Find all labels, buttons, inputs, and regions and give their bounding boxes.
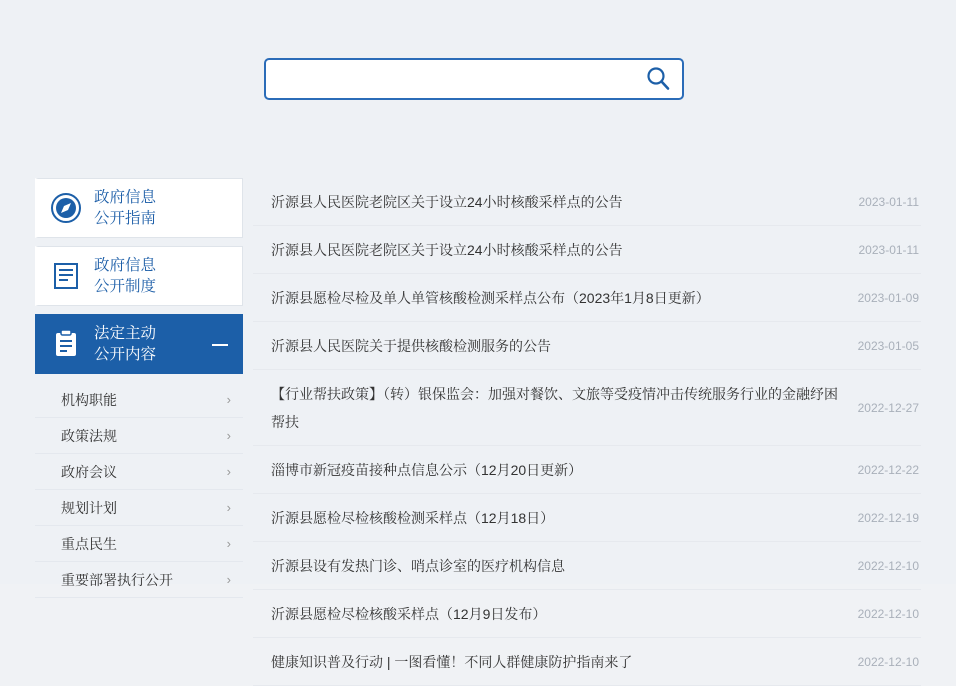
sidebar-card-legal-content[interactable] (35, 314, 243, 374)
sidebar-item-deployment[interactable] (35, 562, 243, 598)
search-area (0, 0, 956, 160)
list-item[interactable] (253, 590, 921, 638)
sidebar-card-system-line1: 政府信息 (94, 257, 157, 274)
news-title[interactable]: 沂源县愿检尽检及单人单管核酸检测采样点公布（2023年1月8日更新） (271, 290, 710, 306)
sidebar-item-meetings[interactable] (35, 454, 243, 490)
sidebar-card-legal-line2: 公开内容 (94, 346, 157, 363)
sidebar-card-guide-label (94, 187, 156, 229)
document-icon (38, 259, 94, 293)
collapse-indicator-icon[interactable] (212, 344, 228, 346)
sidebar-item-deployment-label: 重要部署执行公开 (61, 571, 173, 588)
sidebar-card-system[interactable] (35, 246, 243, 306)
sidebar-item-plans[interactable] (35, 490, 243, 526)
sidebar-item-policy-label: 政策法规 (61, 427, 117, 444)
sidebar-item-livelihood-label: 重点民生 (61, 535, 117, 552)
news-title[interactable]: 沂源县人民医院关于提供核酸检测服务的公告 (271, 338, 551, 354)
compass-icon (38, 191, 94, 225)
news-title[interactable]: 健康知识普及行动 | 一图看懂！不同人群健康防护指南来了 (271, 654, 633, 670)
sidebar-card-guide-line1: 政府信息 (94, 189, 157, 206)
news-date: 2023-01-05 (857, 339, 919, 353)
sidebar-item-organization-label: 机构职能 (61, 391, 117, 408)
news-title[interactable]: 沂源县人民医院老院区关于设立24小时核酸采样点的公告 (271, 194, 623, 210)
list-item[interactable] (253, 370, 921, 446)
sidebar-item-plans-label: 规划计划 (61, 499, 117, 516)
news-title[interactable]: 沂源县愿检尽检核酸采样点（12月9日发布） (271, 606, 547, 622)
chevron-right-icon: › (226, 572, 231, 587)
news-title[interactable]: 沂源县人民医院老院区关于设立24小时核酸采样点的公告 (271, 242, 623, 258)
sidebar-item-policy[interactable] (35, 418, 243, 454)
news-title[interactable]: 【行业帮扶政策】（转）银保监会：加强对餐饮、文旅等受疫情冲击传统服务行业的金融纾困帮扶 (271, 386, 838, 430)
sidebar-card-system-label (94, 255, 156, 297)
news-title[interactable]: 沂源县设有发热门诊、哨点诊室的医疗机构信息 (271, 558, 565, 574)
search-icon (645, 66, 671, 92)
news-date: 2022-12-27 (857, 401, 919, 415)
news-list (253, 178, 921, 686)
sidebar-card-guide-line2: 公开指南 (94, 210, 157, 227)
list-item[interactable] (253, 494, 921, 542)
list-item[interactable] (253, 542, 921, 590)
search-box[interactable] (264, 58, 684, 100)
chevron-right-icon: › (226, 536, 231, 551)
chevron-right-icon: › (226, 464, 231, 479)
sidebar-item-livelihood[interactable] (35, 526, 243, 562)
news-date: 2022-12-22 (857, 463, 919, 477)
sidebar-item-meetings-label: 政府会议 (61, 463, 117, 480)
search-input[interactable] (266, 60, 634, 98)
search-button[interactable] (634, 60, 682, 98)
sidebar-card-legal-line1: 法定主动 (94, 325, 157, 342)
list-item[interactable] (253, 322, 921, 370)
chevron-right-icon: › (226, 392, 231, 407)
sidebar (35, 178, 243, 598)
news-date: 2022-12-10 (857, 559, 919, 573)
chevron-right-icon: › (226, 500, 231, 515)
list-item[interactable] (253, 446, 921, 494)
chevron-right-icon: › (226, 428, 231, 443)
sidebar-card-legal-content-label (94, 323, 156, 365)
list-item[interactable] (253, 226, 921, 274)
list-item[interactable] (253, 638, 921, 686)
news-title[interactable]: 淄博市新冠疫苗接种点信息公示（12月20日更新） (271, 462, 583, 478)
sidebar-sub-list (35, 382, 243, 598)
news-date: 2022-12-19 (857, 511, 919, 525)
clipboard-icon (38, 327, 94, 361)
news-date: 2022-12-10 (857, 607, 919, 621)
sidebar-item-organization[interactable] (35, 382, 243, 418)
news-date: 2022-12-10 (857, 655, 919, 669)
news-date: 2023-01-11 (858, 243, 919, 257)
list-item[interactable] (253, 178, 921, 226)
sidebar-card-system-line2: 公开制度 (94, 278, 157, 295)
news-date: 2023-01-11 (858, 195, 919, 209)
news-title[interactable]: 沂源县愿检尽检核酸检测采样点（12月18日） (271, 510, 555, 526)
list-item[interactable] (253, 274, 921, 322)
news-date: 2023-01-09 (857, 291, 919, 305)
sidebar-card-guide[interactable] (35, 178, 243, 238)
